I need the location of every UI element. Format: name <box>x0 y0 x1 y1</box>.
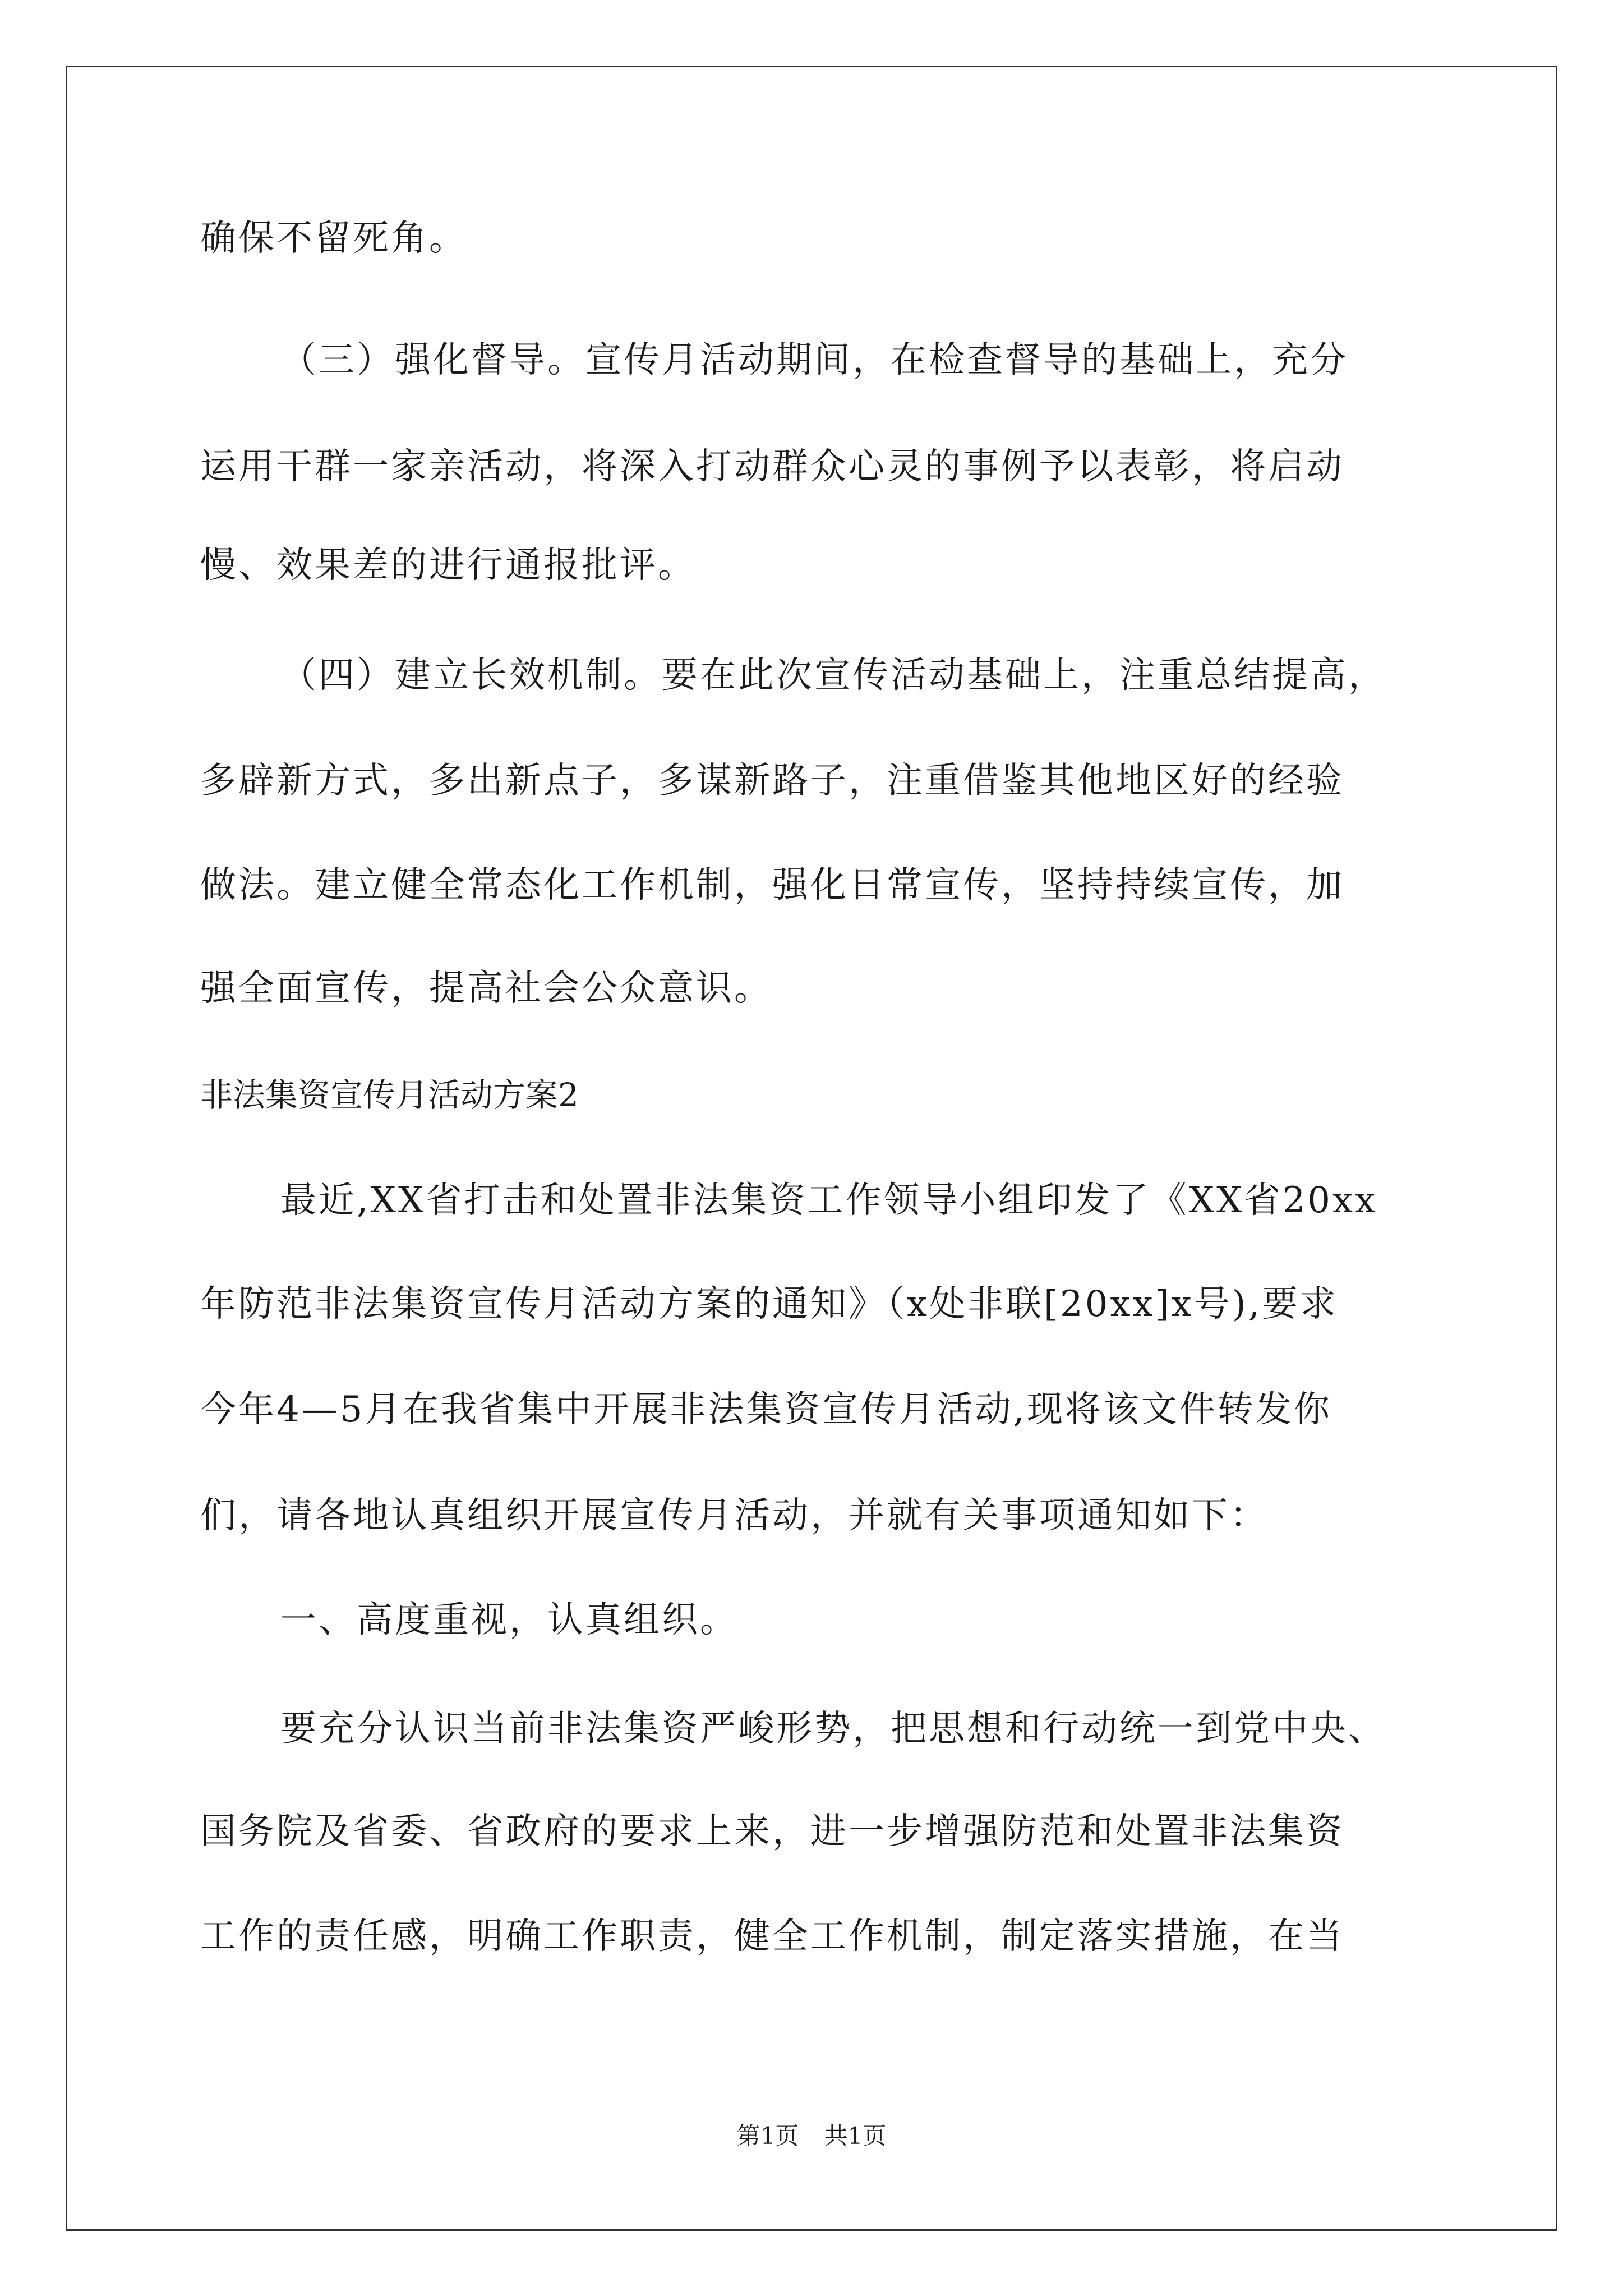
page-border <box>66 66 1557 2231</box>
paragraph-line: 要充分认识当前非法集资严峻形势，把思想和行动统一到党中央、 <box>280 1708 1386 1750</box>
paragraph-line: 们，请各地认真组织开展宣传月活动，并就有关事项通知如下： <box>200 1495 1268 1536</box>
paragraph-line: 运用干群一家亲活动，将深入打动群众心灵的事例予以表彰，将启动 <box>200 446 1344 487</box>
paragraph-line: 强全面宣传，提高社会公众意识。 <box>200 968 772 1009</box>
paragraph-line: 做法。建立健全常态化工作机制，强化日常宣传，坚持持续宣传，加 <box>200 864 1344 906</box>
paragraph-line: 今年4—5月在我省集中开展非法集资宣传月活动,现将该文件转发你 <box>200 1389 1332 1430</box>
paragraph-line: 国务院及省委、省政府的要求上来，进一步增强防范和处置非法集资 <box>200 1811 1344 1852</box>
paragraph-line: （四）建立长效机制。要在此次宣传活动基础上，注重总结提高， <box>280 655 1386 696</box>
page-total: 共1页 <box>824 2122 887 2150</box>
paragraph-line: 最近,XX省打击和处置非法集资工作领导小组印发了《XX省20xx <box>280 1180 1378 1221</box>
paragraph-line: 一、高度重视，认真组织。 <box>280 1599 738 1641</box>
paragraph-line: 多辟新方式，多出新点子，多谋新路子，注重借鉴其他地区好的经验 <box>200 760 1344 802</box>
paragraph-line: （三）强化督导。宣传月活动期间，在检查督导的基础上，充分 <box>280 339 1348 381</box>
page-number: 第1页 <box>736 2122 799 2150</box>
paragraph-line: 确保不留死角。 <box>200 218 467 259</box>
page-footer <box>0 2119 1623 2153</box>
paragraph-line: 工作的责任感，明确工作职责，健全工作机制，制定落实措施，在当 <box>200 1916 1344 1957</box>
section-title: 非法集资宣传月活动方案2 <box>200 1076 579 1114</box>
paragraph-line: 慢、效果差的进行通报批评。 <box>200 545 696 586</box>
paragraph-line: 年防范非法集资宣传月活动方案的通知》（x处非联[20xx]x号),要求 <box>200 1283 1339 1325</box>
